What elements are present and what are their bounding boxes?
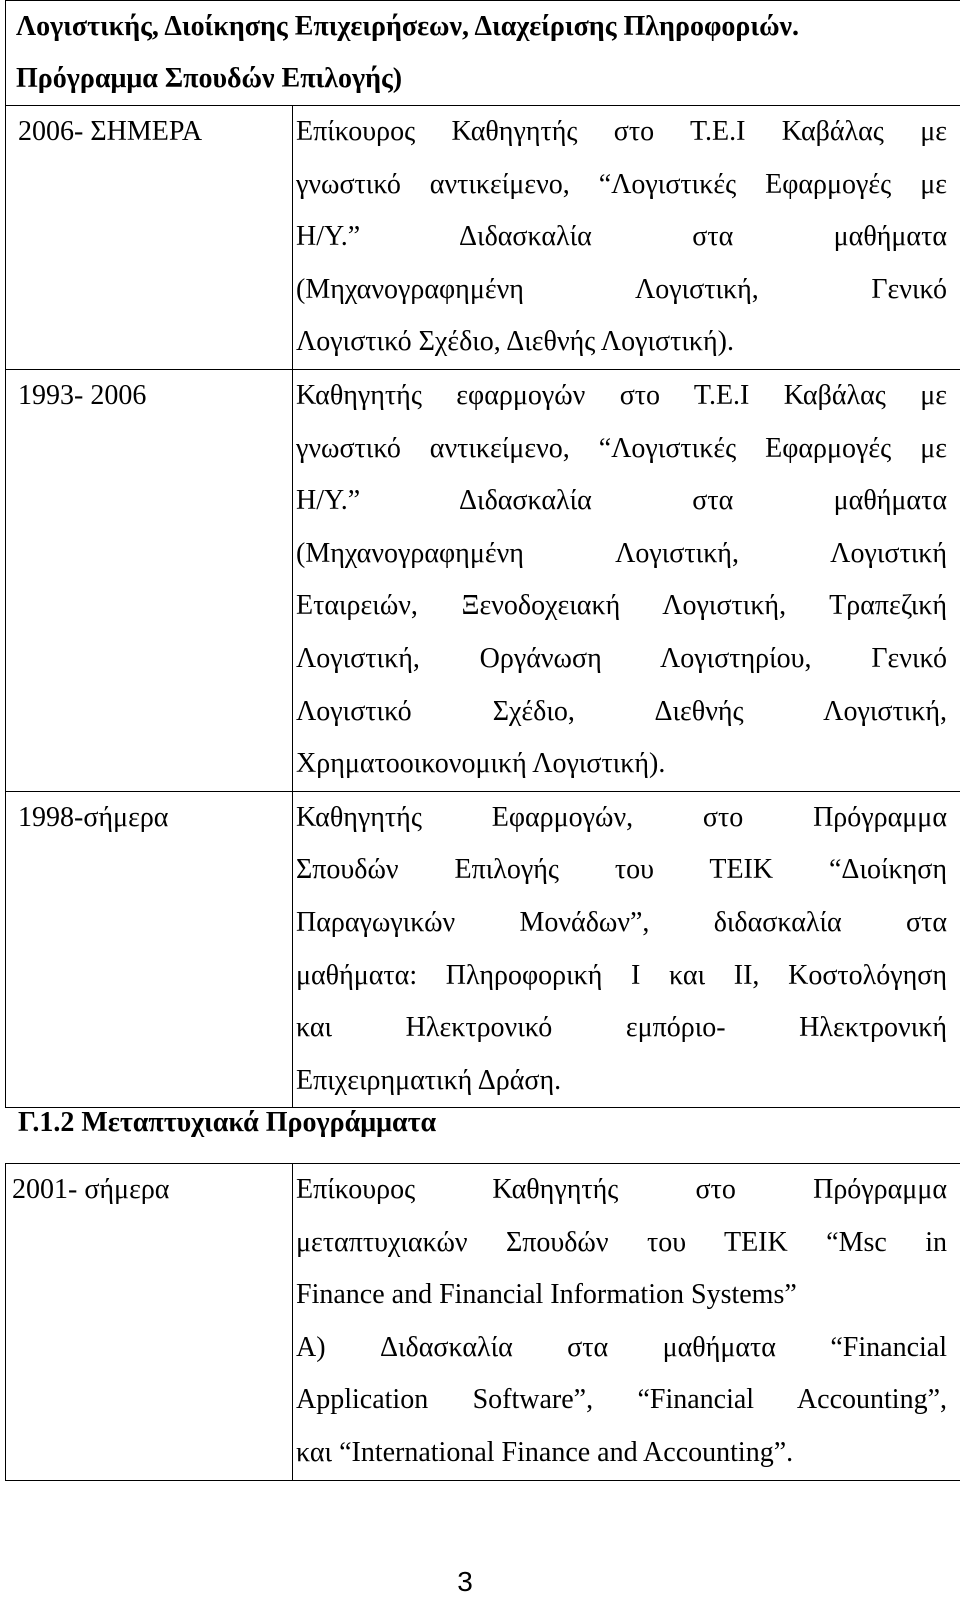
table-row (6, 106, 960, 370)
entry-date: 1998-σήμερα (6, 791, 293, 1108)
description-line: Καθηγητής Εφαρμογών, στο Πρόγραμμα (296, 801, 947, 833)
description-line: Λογιστικό Σχέδιο, Διεθνής Λογιστική). (296, 326, 734, 358)
entry-description (293, 791, 960, 1108)
description-line: γνωστικό αντικείμενο, “Λογιστικές Εφαρμογές με (296, 168, 947, 200)
description-line: (Μηχανογραφημένη Λογιστική, Γενικό (296, 273, 947, 305)
heading-row (6, 1, 960, 106)
description-line: και “International Finance and Accounting”. (296, 1436, 794, 1468)
entry-date: 2006- ΣΗΜΕΡΑ (6, 106, 293, 370)
entry-description (293, 369, 960, 791)
description-line: A) Διδασκαλία στα μαθήματα “Financial (296, 1331, 947, 1363)
description-line: μαθήματα: Πληροφορική Ι και ΙΙ, Κοστολόγηση (296, 959, 947, 991)
entry-date: 2001- σήμερα (6, 1164, 293, 1481)
description-line: Επιχειρηματική Δράση. (296, 1064, 562, 1096)
heading-line-2: Πρόγραμμα Σπουδών Επιλογής) (16, 63, 403, 94)
description-line: Επίκουρος Καθηγητής στο Πρόγραμμα (296, 1174, 947, 1205)
postgrad-programs-table (5, 1163, 960, 1481)
description-line: και Ηλεκτρονικό εμπόριο- Ηλεκτρονική (296, 1012, 947, 1044)
description-line: Χρηματοοικονομική Λογιστική). (296, 748, 666, 780)
heading-cell (6, 1, 960, 106)
description-line: μεταπτυχιακών Σπουδών του ΤΕΙΚ “Msc in (296, 1226, 947, 1258)
description-line: Καθηγητής εφαρμογών στο Τ.Ε.Ι Καβάλας με (296, 379, 947, 411)
teaching-experience-table (5, 0, 960, 1108)
section-title: Γ.1.2 Μεταπτυχιακά Προγράμματα (18, 1107, 437, 1138)
description-line: Η/Υ.” Διδασκαλία στα μαθήματα (296, 221, 947, 253)
entry-description (293, 106, 960, 370)
description-line: Λογιστική, Οργάνωση Λογιστηρίου, Γενικό (296, 642, 947, 674)
description-line: Application Software”, “Financial Accounting”, (296, 1384, 947, 1416)
description-line: Επίκουρος Καθηγητής στο Τ.Ε.Ι Καβάλας με (296, 116, 947, 147)
page-number: 3 (457, 1566, 473, 1597)
description-line: Η/Υ.” Διδασκαλία στα μαθήματα (296, 485, 947, 517)
description-line: Σπουδών Επιλογής του ΤΕΙΚ “Διοίκηση (296, 854, 947, 886)
table-row (6, 791, 960, 1108)
table-row (6, 1164, 960, 1481)
description-line: Λογιστικό Σχέδιο, Διεθνής Λογιστική, (296, 695, 947, 727)
entry-description (293, 1164, 960, 1481)
description-line: Παραγωγικών Μονάδων”, διδασκαλία στα (296, 906, 947, 938)
heading-line-1: Λογιστικής, Διοίκησης Επιχειρήσεων, Διαχείρισης Πληροφοριών. (16, 11, 800, 42)
table-row (6, 369, 960, 791)
description-line: Finance and Financial Information Systems” (296, 1279, 797, 1311)
description-line: Εταιρειών, Ξενοδοχειακή Λογιστική, Τραπεζική (296, 590, 947, 622)
entry-date: 1993- 2006 (6, 369, 293, 791)
description-line: (Μηχανογραφημένη Λογιστική, Λογιστική (296, 537, 947, 569)
description-line: γνωστικό αντικείμενο, “Λογιστικές Εφαρμογές με (296, 432, 947, 464)
